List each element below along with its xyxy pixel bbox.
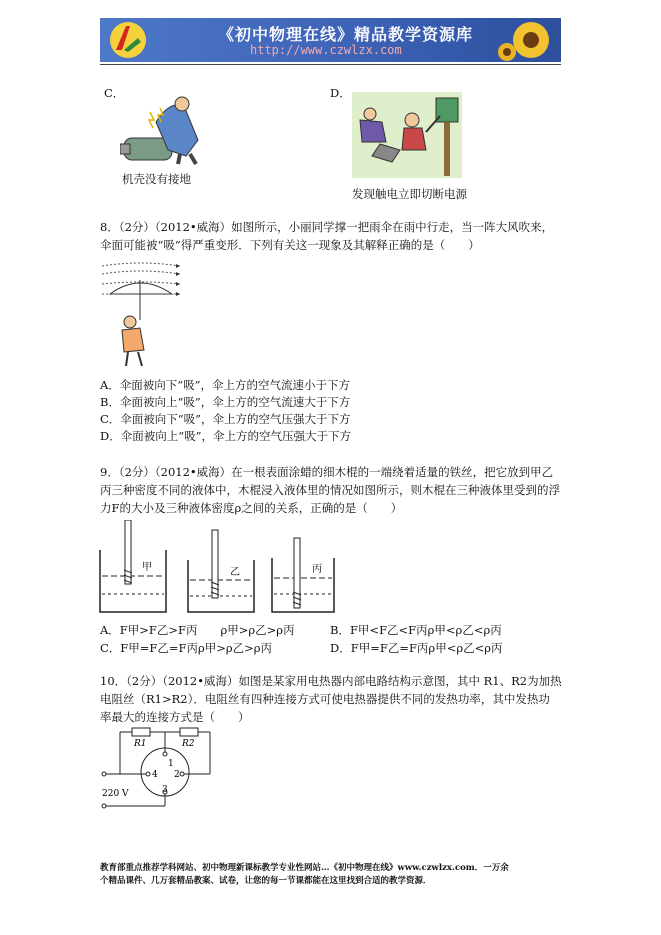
q10-circuit-diagram <box>98 724 228 814</box>
terminal-3: 3 <box>162 785 168 795</box>
q7-option-c-label: C． <box>104 86 125 100</box>
banner-url[interactable]: http://www.czwlzx.com <box>250 43 402 57</box>
header-banner <box>100 18 561 62</box>
q9-stem-line1: 9．（2分）（2012•威海）在一根表面涂蜡的细木棍的一端绕着适量的铁丝，把它放到甲乙 <box>100 465 554 479</box>
footer-line1: 教育部重点推荐学科网站、初中物理新课标教学专业性网站…《初中物理在线》www.czwlzx.com．一万余 <box>100 863 509 873</box>
q8-option-a: A．伞面被向下“吸”，伞上方的空气流速小于下方 <box>100 378 351 392</box>
terminal-1: 1 <box>168 759 174 769</box>
q8-umbrella-figure <box>100 258 186 370</box>
q10-stem-line1: 10．（2分）（2012•威海）如图是某家用电热器内部电路结构示意图，其中 R1、R2为加热 <box>100 674 562 688</box>
label-r1: R1 <box>134 739 147 749</box>
q10-stem-line3: 率最大的连接方式是（ ） <box>100 710 250 724</box>
label-r2: R2 <box>182 739 195 749</box>
terminal-2: 2 <box>174 770 180 780</box>
q7-c-caption: 机壳没有接地 <box>122 172 191 186</box>
site-logo-icon <box>108 20 148 60</box>
q7-option-d-label: D． <box>330 86 351 100</box>
q9-option-b: B．F甲<F乙<F丙ρ甲<ρ乙<ρ丙 <box>330 623 502 637</box>
q9-stem-line3: 力F的大小及三种液体密度ρ之间的关系，正确的是（ ） <box>100 501 403 515</box>
beaker-bing <box>272 538 334 612</box>
q10-stem-line2: 电阻丝（R1>R2）．电阻丝有四种连接方式可使电热器提供不同的发热功率，其中发热功 <box>100 692 550 706</box>
resistor-r1 <box>132 728 150 736</box>
beaker-label-bing: 丙 <box>312 564 322 575</box>
banner-title: 《初中物理在线》精品教学资源库 <box>218 25 474 44</box>
q9-stem-line2: 丙三种密度不同的液体中，木棍浸入液体里的情况如图所示，则木棍在三种液体里受到的浮 <box>100 483 560 497</box>
beaker-yi <box>188 530 254 612</box>
q8-option-d: D．伞面被向上“吸”，伞上方的空气压强大于下方 <box>100 429 351 443</box>
q9-option-d: D．F甲=F乙=F丙ρ甲<ρ乙<ρ丙 <box>330 641 503 655</box>
q9-option-a: A．F甲>F乙>F丙 ρ甲>ρ乙>ρ丙 <box>100 623 295 637</box>
beaker-label-yi: 乙 <box>230 567 240 578</box>
terminal-4: 4 <box>152 770 158 780</box>
q8-option-b: B．伞面被向上“吸”，伞上方的空气流速大于下方 <box>100 395 351 409</box>
footer-line2: 个精品课件、几万套精品教案、试卷，让您的每一节课都能在这里找到合适的教学资源． <box>100 876 432 886</box>
q8-stem-line2: 伞面可能被“吸”得严重变形．下列有关这一现象及其解释正确的是（ ） <box>100 238 480 252</box>
q7-d-illustration <box>352 92 462 178</box>
q7-d-caption: 发现触电立即切断电源 <box>352 187 467 201</box>
beaker-jia <box>100 520 166 612</box>
q8-option-c: C．伞面被向下“吸”，伞上方的空气压强大于下方 <box>100 412 351 426</box>
header-rule <box>100 64 561 65</box>
beaker-label-jia: 甲 <box>142 562 152 573</box>
q9-option-c: C．F甲=F乙=F丙ρ甲>ρ乙>ρ丙 <box>100 641 273 655</box>
sunflower-icon <box>495 18 555 62</box>
q8-stem-line1: 8．（2分）（2012•威海）如图所示，小丽同学撑一把雨伞在雨中行走，当一阵大风吹来， <box>100 220 554 234</box>
label-voltage: 220 V <box>102 789 129 799</box>
resistor-r2 <box>180 728 198 736</box>
q7-c-illustration <box>120 94 212 166</box>
q9-beakers-figure <box>98 520 348 616</box>
